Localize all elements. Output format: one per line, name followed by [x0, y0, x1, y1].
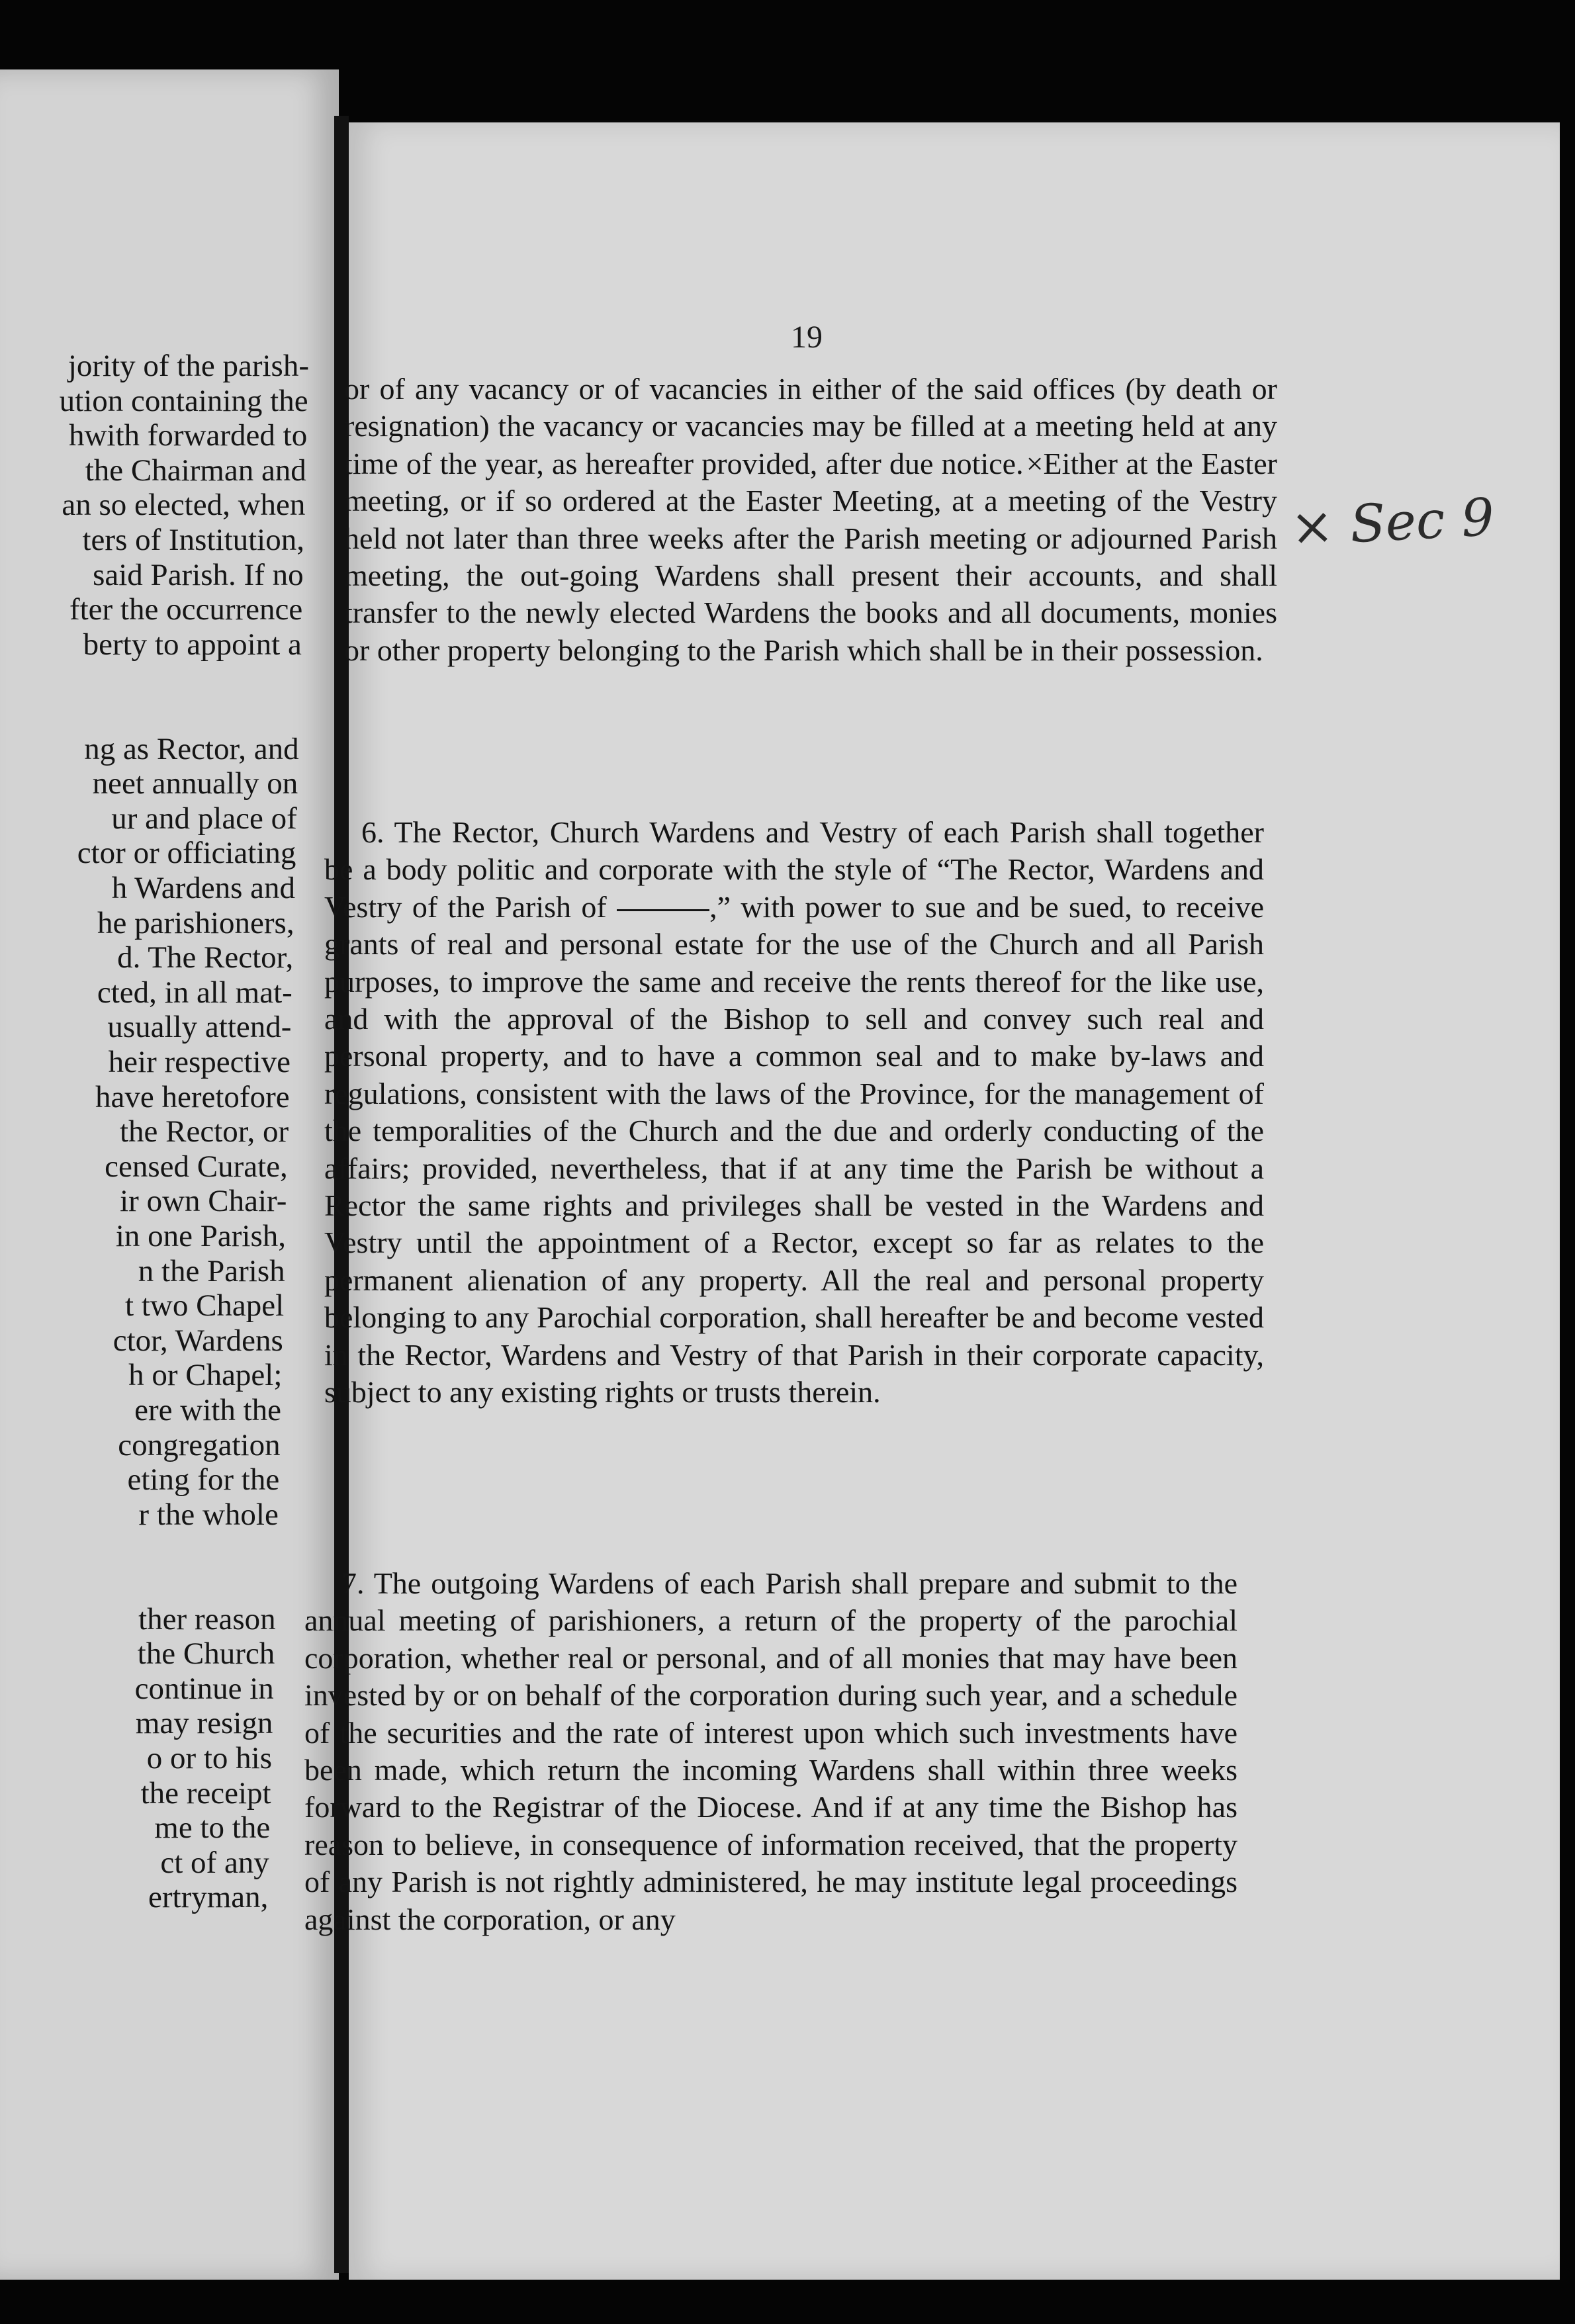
- left-page-line: heir respective: [108, 1045, 291, 1079]
- continuation-text-2: Either at the Easter meeting, or if so ordered at the Easter Meeting, at a meeting of the Vestry held not later than three weeks after the Parish meeting or adjourned Parish meeting, the out-going Wardens shall present their accounts, and shall transfer to the newly elected Wardens the books and all documents, monies or other property belonging to the Parish which shall be in their possession.: [344, 446, 1277, 667]
- left-page-line: ct of any: [160, 1845, 269, 1880]
- left-page-line: o or to his: [146, 1741, 272, 1775]
- left-page-line: in one Parish,: [115, 1219, 286, 1253]
- left-page-line: an so elected, when: [62, 488, 306, 523]
- section-6-text-2: ,” with power to sue and be sued, to receive grants of real and personal estate for the use of the Church and all Parish purposes, to improve the same and receive the rents thereof for the like use, and with the approval of the Bishop to sell and convey such real and personal property, and to have a common seal and to make by-laws and regulations, consistent with the laws of the Province, for the management of the temporalities of the Church and the due and orderly conducting of the affairs; provided, nevertheless, that if at any time the Parish be without a Rector the same rights and privileges shall be vested in the Wardens and Vestry until the appointment of a Rector, except so far as relates to the permanent alienation of any property. All the real and personal property belonging to any Parochial corporation, shall hereafter be and become vested in the Rector, Wardens and Vestry of that Parish in their corporate capacity, subject to any existing rights or trusts therein.: [324, 889, 1265, 1409]
- left-page: [0, 69, 339, 2280]
- left-page-line: the receipt: [140, 1775, 271, 1810]
- left-page-line: d. The Rector,: [117, 940, 294, 975]
- left-page-line: the Chairman and: [85, 453, 306, 488]
- left-page-line: may resign: [135, 1706, 273, 1741]
- left-page-line: ur and place of: [111, 801, 297, 836]
- left-page-line: r the whole: [138, 1497, 279, 1532]
- section-7-text: 7. The outgoing Wardens of each Parish shall prepare and submit to the annual meeting of parishioners, a return of the property of the parochial corporation, whether real or personal, and of all monies that may have been invested by or on behalf of the corporation during such year, and a schedule of the securities and the rate of interest upon which such investments have been made, which return the incoming Wardens shall within three weeks forward to the Registrar of the Diocese. And if at any time the Bishop has reason to believe, in consequence of information received, that the property of any Parish is not rightly administered, he may institute legal proceedings against the corporation, or any: [304, 1566, 1238, 1936]
- continuation-text-1: or of any vacancy or of vacancies in either of the said offices (by death or resignation) the vacancy or vacancies may be filled at a meeting held at any time of the year, as hereafter provided, after due notice.: [344, 372, 1277, 480]
- left-page-line: h or Chapel;: [128, 1358, 283, 1393]
- left-page-line: the Rector, or: [119, 1114, 289, 1149]
- left-page-line: me to the: [154, 1810, 271, 1846]
- left-page-line: ctor, Wardens: [112, 1323, 283, 1358]
- left-page-line: congregation: [118, 1427, 281, 1462]
- blank-dash: [617, 909, 709, 911]
- handwritten-margin-note: × Sec 9: [1288, 488, 1496, 558]
- left-page-line: t two Chapel: [125, 1288, 285, 1323]
- section-6-text-1: 6. The Rector, Church Wardens and Vestry of each Parish shall together be a body politic and corporate with the style of “The Rector, Wardens and Vestry of the Parish of: [324, 815, 1264, 924]
- left-page-line: ution containing the: [59, 383, 308, 418]
- left-page-line: jority of the parish-: [68, 349, 309, 383]
- left-page-line: ctor or officiating: [77, 836, 296, 871]
- section-7-paragraph: [304, 1565, 1238, 1938]
- left-page-line: ther reason: [138, 1601, 276, 1636]
- left-page-line: said Parish. If no: [93, 557, 304, 592]
- left-page-line: have heretofore: [95, 1079, 290, 1114]
- left-page-line: eting for the: [127, 1462, 280, 1497]
- left-page-line: fter the occurrence: [69, 592, 303, 627]
- left-page-line: h Wardens and: [111, 871, 295, 905]
- left-page-line: ere with the: [134, 1393, 281, 1427]
- section-6-paragraph: [324, 814, 1264, 1411]
- left-page-line: cted, in all mat-: [97, 975, 292, 1010]
- page-number: 19: [791, 320, 823, 355]
- insertion-mark: ×: [1026, 446, 1044, 480]
- left-page-line: berty to appoint a: [83, 627, 302, 662]
- left-page-line: censed Curate,: [105, 1149, 288, 1184]
- left-page-line: continue in: [134, 1671, 274, 1706]
- left-page-line: hwith forwarded to: [68, 418, 308, 453]
- left-page-line: ters of Institution,: [82, 523, 304, 557]
- left-page-line: n the Parish: [138, 1253, 285, 1288]
- left-page-line: neet annually on: [92, 766, 298, 801]
- left-page-line: ertryman,: [148, 1880, 269, 1915]
- left-page-line: usually attend-: [107, 1010, 292, 1045]
- left-page-line: ng as Rector, and: [84, 731, 299, 766]
- continuation-paragraph: [344, 371, 1277, 669]
- left-page-line: he parishioners,: [97, 905, 294, 940]
- left-page-line: the Church: [137, 1636, 275, 1672]
- left-page-line: ir own Chair-: [120, 1184, 287, 1219]
